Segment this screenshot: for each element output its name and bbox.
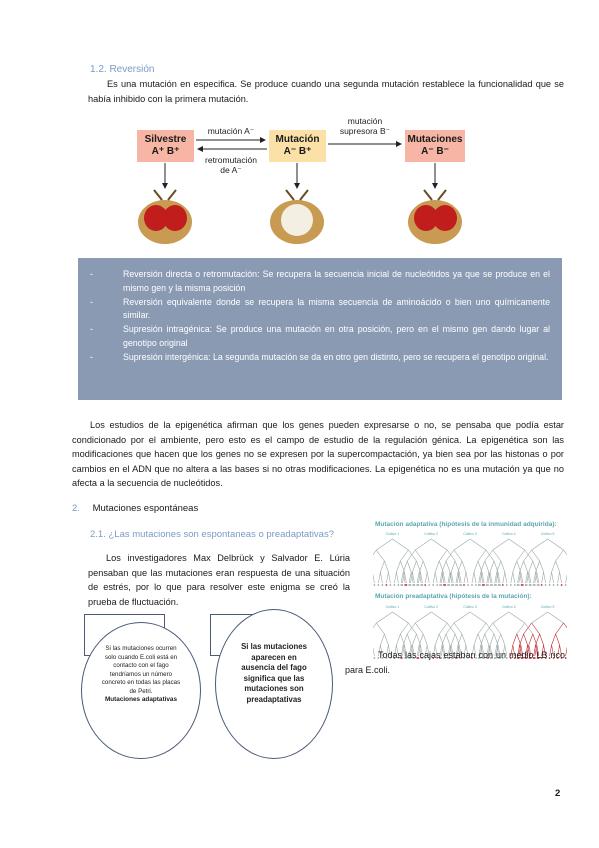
- trees-adaptive: [373, 530, 567, 592]
- culture-label: Cultivo 1: [385, 532, 400, 536]
- figure-top-title: Mutación adaptativa (hipótesis de la inmunidad adquirida):: [375, 521, 557, 528]
- culture-label: Cultivo 2: [424, 605, 439, 609]
- reversion-diagram: [120, 110, 480, 250]
- bullet-item: - Reversión directa o retromutación: Se recupera la secuencia inicial de nucleótidos ya que se produce en el mismo gen y la misma posición: [90, 269, 550, 293]
- culture-label: Cultivo 3: [463, 605, 477, 609]
- label-supresora: mutación supresora B⁻: [339, 116, 391, 136]
- section-1-2-intro: Es una mutación en especifica. Se produce cuando una segunda mutación restablece la funcionalidad que se había inhibido con la primera mutación.: [88, 79, 564, 104]
- culture-label: Cultivo 1: [385, 605, 400, 609]
- culture-label: Cultivo 5: [540, 532, 555, 536]
- bullet-item: - Supresión intergénica: La segunda mutación se da en otro gen distinto, pero se recupera el genotipo original.: [90, 351, 549, 362]
- fly-white-eye: [266, 188, 328, 246]
- culture-label: Cultivo 2: [424, 532, 439, 536]
- oval-adaptive-bold: Mutaciones adaptativas: [104, 696, 178, 703]
- figure-bottom-title: Mutación preadaptativa (hipótesis de la mutación):: [375, 593, 532, 600]
- side-note: Todas las cajas estaban con un medio LB rico para E.coli.: [345, 650, 565, 675]
- box-silvestre: Silvestre A⁺ B⁺: [137, 130, 194, 162]
- culture-label: Cultivo 4: [501, 605, 516, 609]
- section-2-1-paragraph: Los investigadores Max Delbrück y Salvador E. Lúria pensaban que las mutaciones eran respuesta de una situación de estrés, por lo que para resolver este enigma se creó la prueba de fluctuación.: [88, 553, 350, 607]
- reversion-types-box: [78, 258, 562, 400]
- fly-red-eye-2: [404, 188, 466, 246]
- label-mutacion-a: mutación A⁻: [207, 126, 255, 136]
- section-1-2-title: 1.2. Reversión: [90, 64, 155, 75]
- label-retromutacion: retromutación de A⁻: [205, 155, 257, 175]
- oval-adaptive-text: Si las mutaciones ocurren solo cuando E.coli está en contacto con el fago tendríamos un número concreto en todas las placas de Petri.: [101, 645, 181, 695]
- section-2-1-title: 2.1. ¿Las mutaciones son espontaneas o preadaptativas?: [90, 529, 334, 540]
- culture-label: Cultivo 4: [501, 532, 516, 536]
- bullet-item: - Supresión intragénica: Se produce una mutación en otra posición, pero en el mismo gen dando lugar al genotipo original: [90, 324, 550, 348]
- bullet-item: - Reversión equivalente donde se recupera la misma secuencia de aminoácido o bien uno químicamente similar.: [90, 296, 550, 321]
- box-mutacion: Mutación A⁻ B⁺: [269, 130, 326, 162]
- box-mutaciones: Mutaciones A⁻ B⁻: [405, 130, 465, 162]
- oval-preadaptive-text: Si las mutaciones aparecen en ausencia del fago significa que las mutaciones son preadaptativas: [241, 642, 307, 704]
- culture-label: Cultivo 5: [540, 605, 555, 609]
- epigenetics-paragraph: Los estudios de la epigenética afirman que los genes pueden expresarse o no, se pensaba que podía estar condicionado por el ambiente, pero esto es el campo de estudio de la regulación génica. La epigenética son las modificaciones que hacen que los genes no se expresen por la supercompactación, ya bien sea por las histonas o por cambios en el ADN que no altera a las bases si no otras modificaciones. La epigenética no es una mutación ya que no afecta a la secuencia de nucleótidos.: [72, 420, 564, 488]
- page-number: 2: [555, 788, 561, 799]
- section-2-heading: 2. Mutaciones espontáneas: [72, 503, 199, 514]
- oval-preadaptive: [215, 609, 333, 759]
- fly-red-eye-1: [134, 188, 196, 246]
- culture-label: Cultivo 3: [463, 532, 477, 536]
- oval-adaptive: [81, 622, 201, 759]
- fluctuation-figure: [373, 521, 567, 669]
